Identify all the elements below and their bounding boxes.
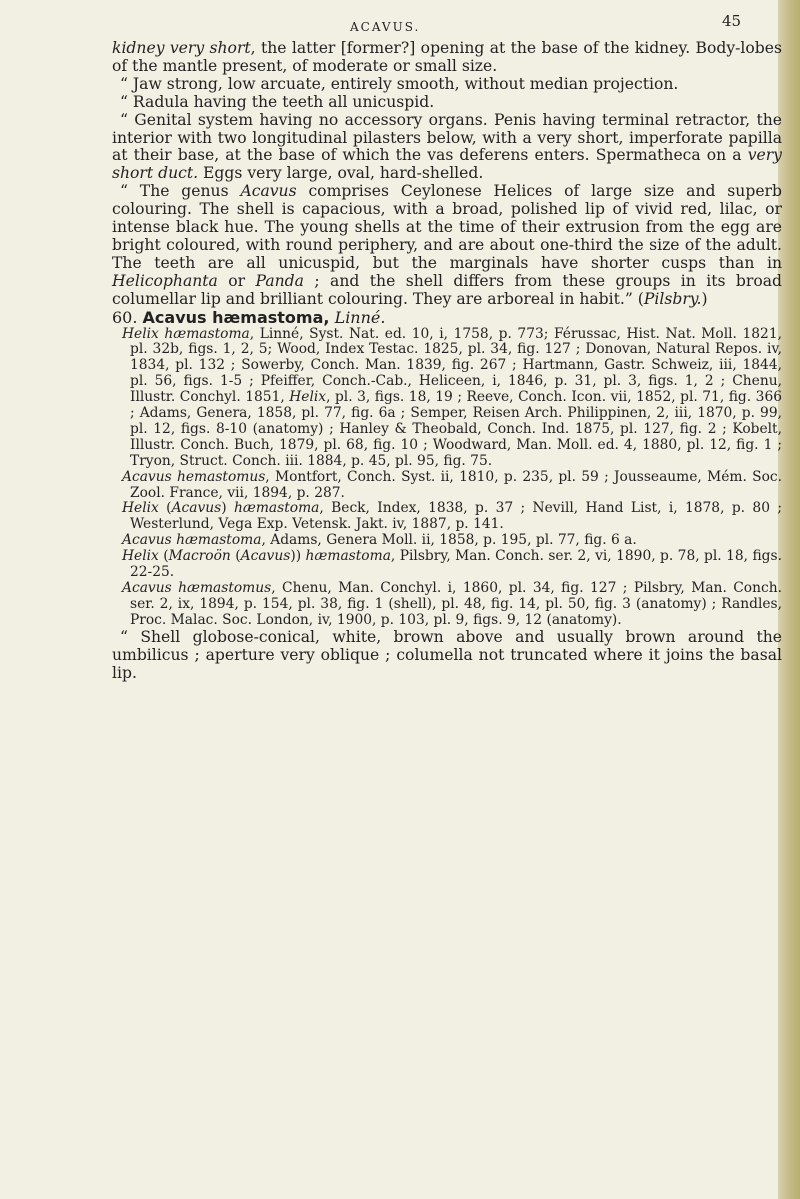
- text-run: , Chenu, Man. Conchyl. i, 1860, pl. 34, fig. 127 ; Pilsbry, Man. Conch. ser. 2, ix, 1894, p. 154, pl. 38, fig. 1 (shell), pl. 48, fig. 14, pl. 50, fig. 3 (anatomy) ; Randles, Proc. Malac. Soc. London, iv, 1900, p. 103, pl. 9, figs. 9, 12 (anatomy).: [130, 580, 782, 628]
- intro-paragraph: [112, 40, 782, 76]
- italic-run: Acavus: [240, 548, 291, 565]
- genital-paragraph: [112, 112, 782, 184]
- text-run: “ Genital system having no accessory organs. Penis having terminal retractor, the interior with two longitudinal pilasters below, with a very short, imperforate papilla at their base, at the base of which the vas deferens enters. Spermatheca on a: [112, 110, 782, 165]
- text-run: , Montfort, Conch. Syst. ii, 1810, p. 235, pl. 59 ; Jousseaume, Mém. Soc. Zool. France, vii, 1894, p. 287.: [130, 468, 782, 501]
- italic-run: Panda: [255, 271, 304, 290]
- genus-paragraph: [112, 183, 782, 308]
- text-run: or: [217, 271, 256, 290]
- italic-run: Helicophanta: [112, 271, 218, 290]
- italic-run: Acavus: [240, 182, 297, 201]
- text-run: , pl. 3, figs. 18, 19 ; Reeve, Conch. Icon. vii, 1852, pl. 71, fig. 366 ; Adams, Genera, 1858, pl. 77, fig. 6a ; Semper, Reisen Arch. Philippinen, 2, iii, 1870, p. 99, pl. 12, figs. 8-10 (anatomy) ; Hanley & Theobald, Conch. Ind. 1875, pl. 127, fig. 2 ; Kobelt, Illustr. Conch. Buch, 1879, pl. 68, fig. 10 ; Woodward, Man. Moll. ed. 4, 1880, pl. 12, fig. 1 ; Tryon, Struct. Conch. iii. 1884, p. 45, pl. 95, fig. 75.: [130, 389, 782, 469]
- species-name: Acavus hæmastoma,: [142, 307, 330, 327]
- synonymy-entry: [122, 468, 782, 502]
- synonymy-list: [112, 327, 782, 629]
- jaw-paragraph: [112, 76, 782, 94]
- text-run: comprises Ceylonese Helices of large size and superb colouring. The shell is capacious, with a broad, polished lip of vivid red, lilac, or intense black hue. The young shells at the time of their extrusion from the egg are bright coloured, with round periphery, and are about one-third the size of the adult. The teeth are all unicuspid, but the marginals have shorter cusps than in: [112, 182, 782, 272]
- text-run: , Adams, Genera Moll. ii, 1858, p. 195, pl. 77, fig. 6 a.: [261, 532, 637, 549]
- italic-run: Acavus hæmastoma: [122, 532, 262, 549]
- italic-run: Macroön: [168, 548, 231, 565]
- italic-run: hæmastoma: [234, 500, 320, 517]
- synonymy-entry: [122, 548, 782, 581]
- text-run: “ Radula having the teeth all unicuspid.: [120, 92, 435, 111]
- italic-run: kidney very short: [112, 39, 251, 57]
- text-run: , Beck, Index, 1838, p. 37 ; Nevill, Hand List, i, 1878, p. 80 ; Westerlund, Vega Exp. Vetensk. Jakt. iv, 1887, p. 141.: [130, 500, 782, 533]
- species-number: 60.: [112, 307, 138, 327]
- running-title: ACAVUS.: [350, 20, 421, 34]
- italic-run: Helix: [289, 389, 327, 406]
- text-run: )): [290, 548, 306, 565]
- italic-run: hæmastoma: [305, 548, 391, 565]
- synonymy-entry: [122, 325, 782, 470]
- species-author: Linné.: [334, 307, 386, 327]
- text-run: (: [158, 500, 172, 517]
- shell-description: [112, 629, 782, 683]
- text-run: Eggs very large, oval, hard-shelled.: [198, 164, 484, 183]
- italic-run: Acavus hæmastomus: [122, 580, 272, 596]
- italic-run: Helix: [122, 500, 159, 517]
- running-header: [0, 8, 800, 38]
- italic-run: very short duct.: [112, 146, 782, 183]
- italic-run: Acavus: [171, 500, 222, 517]
- italic-run: Pilsbry.: [643, 289, 702, 308]
- text-run: (: [230, 548, 241, 565]
- text-run: , Linné, Syst. Nat. ed. 10, i, 1758, p. 773; Férussac, Hist. Nat. Moll. 1821, pl. 32b, figs. 1, 2, 5; Wood, Index Testac. 1825, pl. 34, fig. 127 ; Donovan, Natural Repos. iv, 1834, pl. 132 ; Sowerby, Conch. Man. 1839, fig. 267 ; Hartmann, Gastr. Schweiz, iii, 1844, pl. 56, figs. 1-5 ; Pfeiffer, Conch.-Cab., Heliceen, i, 1846, p. 31, pl. 3, figs. 1, 2 ; Chenu, Illustr. Conchyl. 1851,: [130, 325, 782, 406]
- text-run: (: [158, 548, 169, 565]
- page-number: 45: [722, 12, 742, 30]
- synonymy-entry: [122, 580, 782, 629]
- text-run: ; and the shell differs from these groups in its broad columellar lip and brilliant colouring. They are arboreal in habit.” (: [112, 271, 782, 308]
- text-run: “ The genus: [120, 182, 241, 201]
- italic-run: Acavus hemastomus: [122, 468, 266, 485]
- synonymy-entry: [122, 500, 782, 533]
- text-run: “ Shell globose-conical, white, brown above and usually brown around the umbilicus ; aperture very oblique ; columella not truncated where it joins the basal lip.: [112, 627, 782, 682]
- text-run: ): [701, 289, 708, 308]
- text-run: “ Jaw strong, low arcuate, entirely smooth, without median projection.: [120, 74, 679, 93]
- text-run: , the latter [former?] opening at the base of the kidney. Body-lobes of the mantle present, of moderate or small size.: [112, 39, 782, 75]
- radula-paragraph: [112, 94, 782, 112]
- italic-run: Helix hæmastoma: [122, 325, 250, 342]
- text-run: ): [221, 500, 234, 517]
- species-heading: [112, 309, 782, 327]
- text-run: , Pilsbry, Man. Conch. ser. 2, vi, 1890, p. 78, pl. 18, figs. 22-25.: [130, 548, 782, 581]
- synonymy-entry: [122, 532, 782, 549]
- page-body: [112, 40, 782, 682]
- italic-run: Helix: [122, 548, 159, 565]
